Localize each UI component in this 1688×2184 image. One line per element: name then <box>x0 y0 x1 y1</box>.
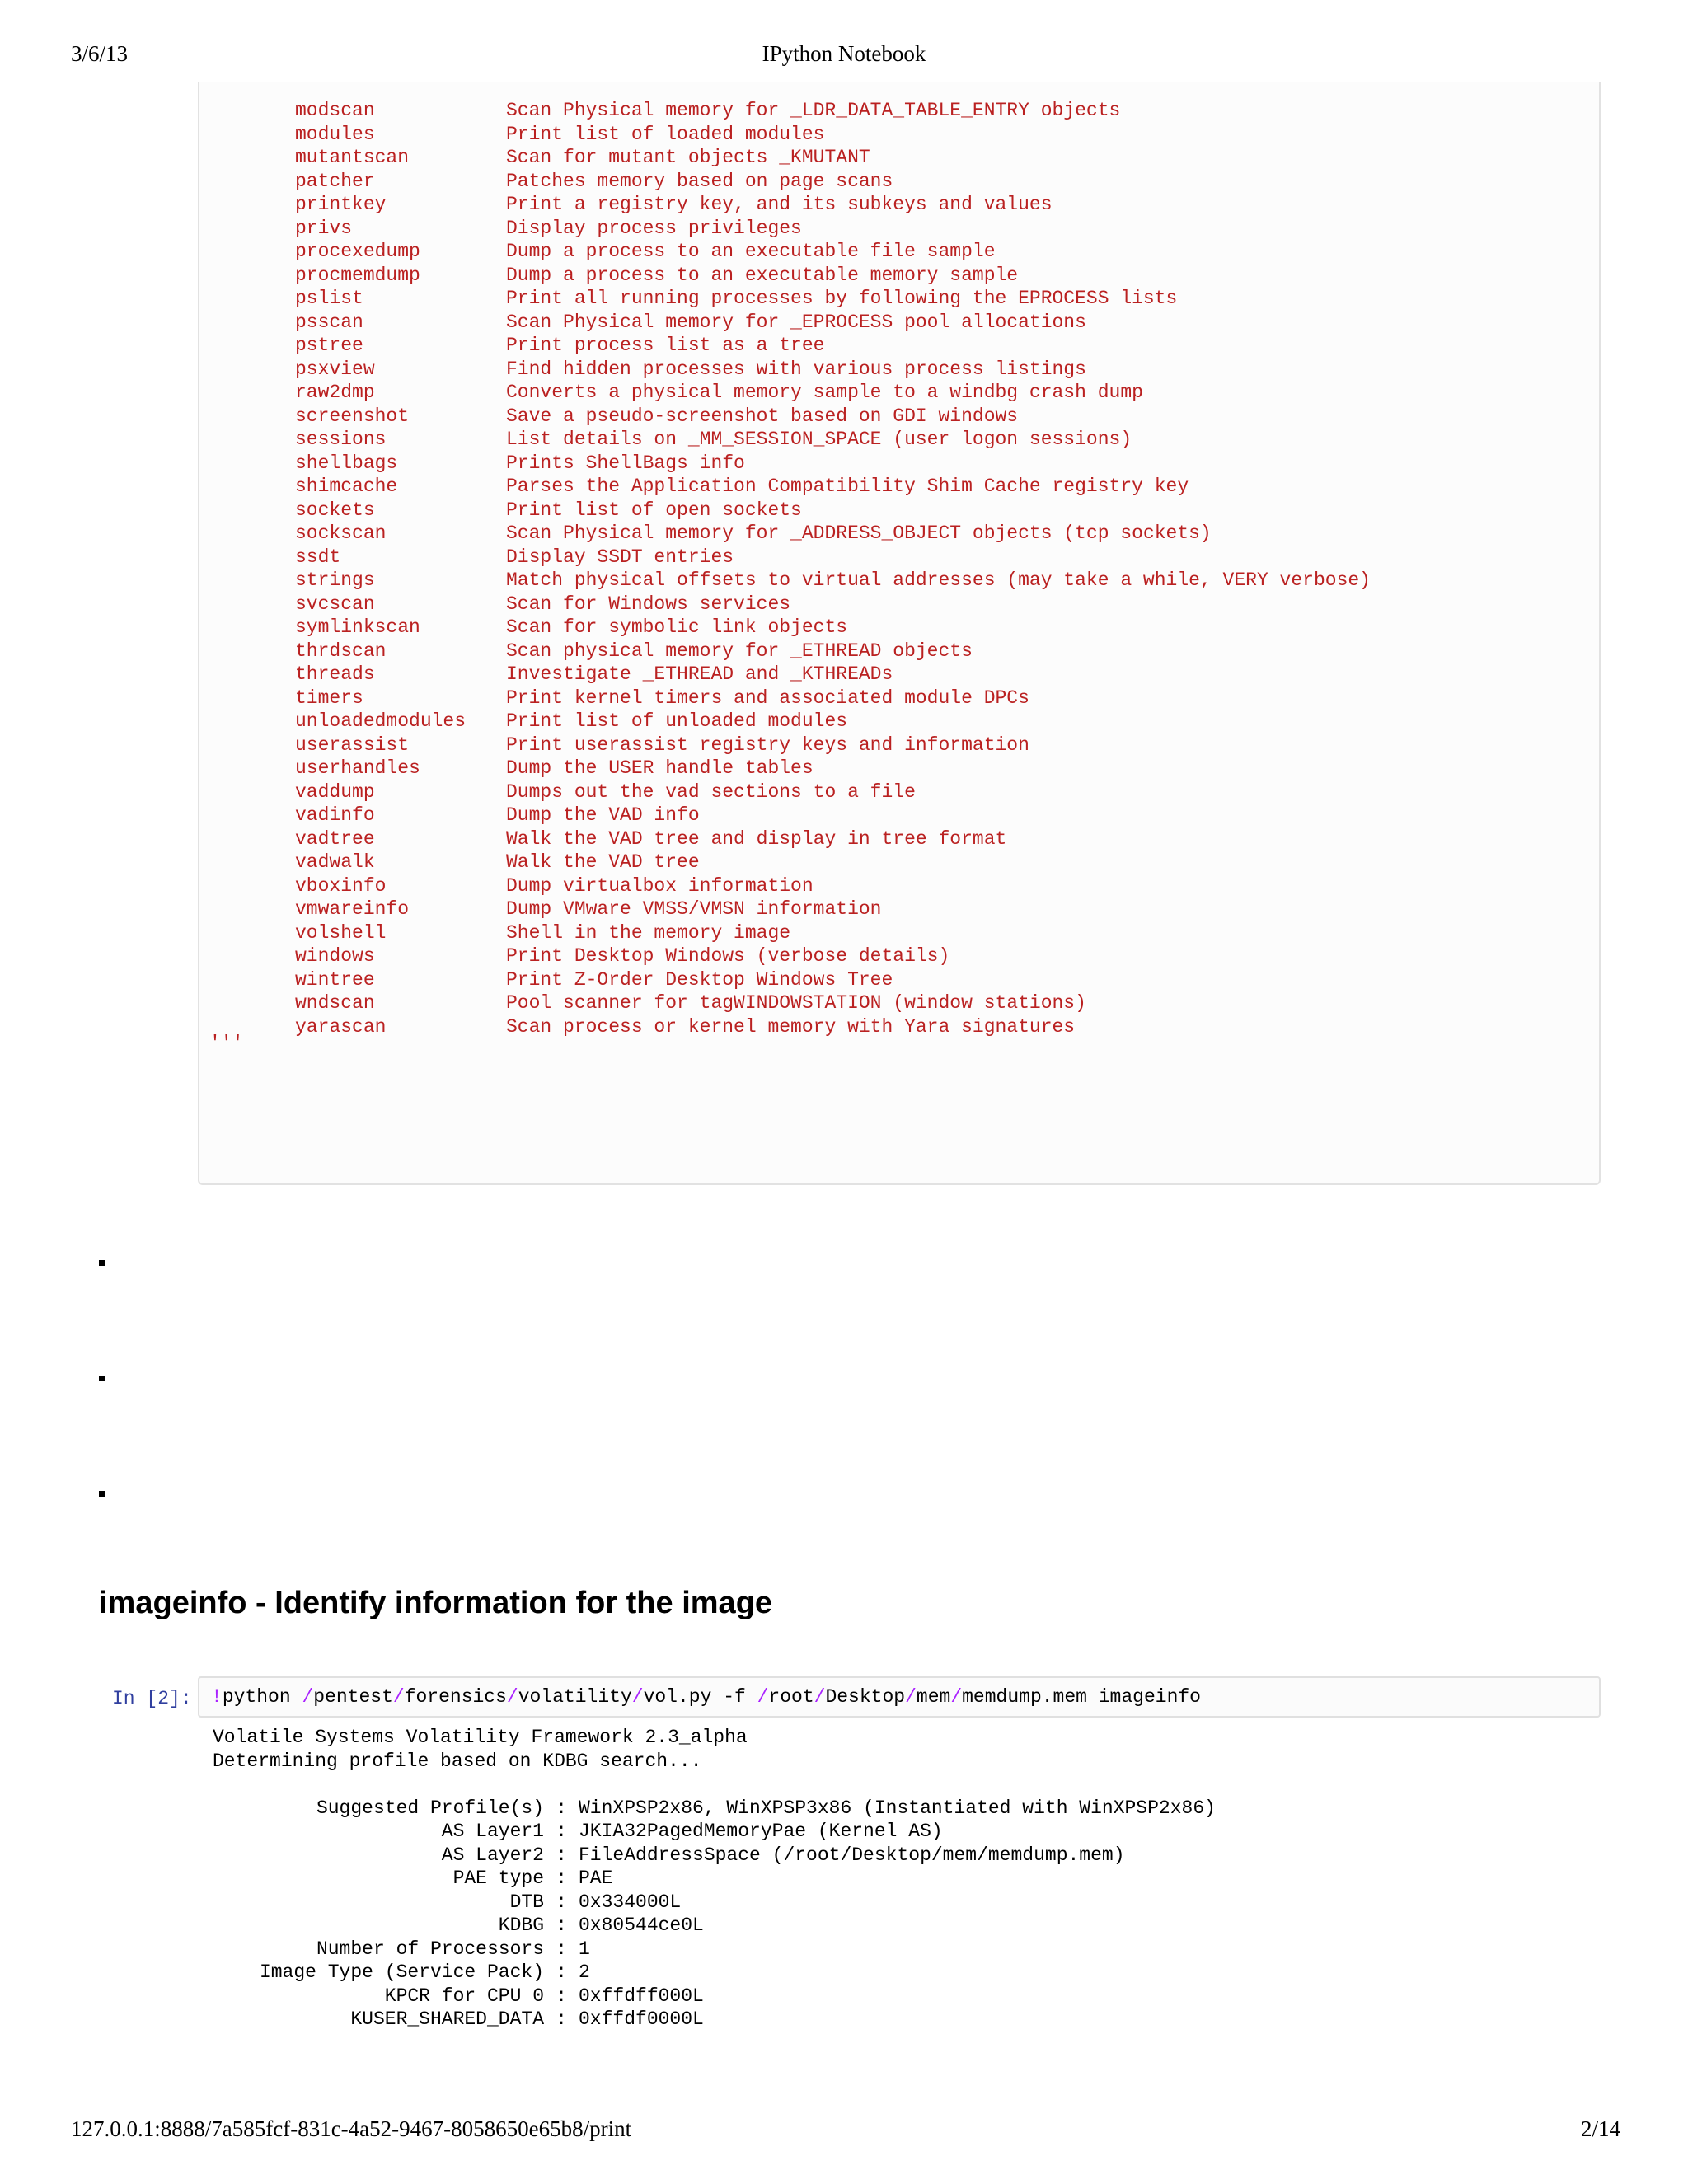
plugin-name: symlinkscan <box>295 616 420 638</box>
plugin-description: Print list of open sockets <box>506 499 802 521</box>
plugin-description: Scan Physical memory for _EPROCESS pool allocations <box>506 311 1086 333</box>
plugin-name: sockscan <box>295 523 387 544</box>
plugin-row <box>295 827 1371 851</box>
plugin-row <box>295 733 1371 757</box>
output-kv-row <box>213 1938 1216 1961</box>
command-segment: vol.py -f <box>643 1686 757 1708</box>
output-blank-line <box>213 1773 1216 1797</box>
output-value: 1 <box>579 1938 590 1960</box>
plugin-description: Dump the VAD info <box>506 804 700 826</box>
plugin-name: wintree <box>295 968 375 991</box>
output-kv-row <box>213 1985 1216 2008</box>
plugin-name: pstree <box>295 335 363 356</box>
path-separator: / <box>392 1686 405 1708</box>
plugin-description: Walk the VAD tree and display in tree format <box>506 827 1007 850</box>
plugin-name: threads <box>295 663 375 685</box>
plugin-description: Walk the VAD tree <box>506 851 700 873</box>
command-segment: memdump.mem imageinfo <box>962 1686 1201 1708</box>
plugin-row <box>295 757 1371 780</box>
plugin-name: thrdscan <box>295 640 387 662</box>
output-value: 0xffdff000L <box>579 1985 704 2007</box>
plugin-row <box>295 287 1371 311</box>
output-separator: : <box>556 2008 567 2030</box>
cell-output <box>213 1726 1216 2032</box>
plugin-name: vadtree <box>295 827 375 850</box>
plugin-description: Shell in the memory image <box>506 921 791 944</box>
output-value: 0xffdf0000L <box>579 2008 704 2030</box>
plugin-row <box>295 334 1371 358</box>
output-line: Volatile Systems Volatility Framework 2.3_alpha <box>213 1727 748 1748</box>
plugin-name: vaddump <box>295 780 375 803</box>
plugin-name: patcher <box>295 170 375 192</box>
plugin-name: sessions <box>295 429 387 450</box>
plugin-row <box>295 851 1371 874</box>
plugin-name: procmemdump <box>295 264 420 286</box>
plugin-name: timers <box>295 687 363 709</box>
path-separator: / <box>950 1686 963 1708</box>
plugin-row <box>295 311 1371 335</box>
plugin-name: shellbags <box>295 452 398 474</box>
plugin-name: sockets <box>295 499 375 521</box>
plugin-name: strings <box>295 569 375 591</box>
command-segment: volatility <box>518 1686 632 1708</box>
plugin-name: privs <box>295 217 353 239</box>
plugin-description: Converts a physical memory sample to a windbg crash dump <box>506 382 1143 403</box>
closing-triple-quote: ''' <box>209 1033 244 1054</box>
list-bullet <box>99 1260 105 1266</box>
plugin-description: Dump virtualbox information <box>506 874 814 897</box>
plugin-description: Scan for Windows services <box>506 593 791 615</box>
output-key: KUSER_SHARED_DATA <box>350 2008 544 2030</box>
plugin-row <box>295 804 1371 827</box>
plugin-description: Scan for mutant objects _KMUTANT <box>506 147 870 168</box>
output-separator: : <box>556 1821 567 1842</box>
output-value: 0x334000L <box>579 1891 682 1913</box>
list-bullet <box>99 1491 105 1497</box>
plugin-row <box>295 452 1371 476</box>
plugin-row <box>295 663 1371 687</box>
page-number: 2/14 <box>1580 2116 1620 2141</box>
input-prompt: In [2]: <box>112 1688 192 1709</box>
output-key: PAE type <box>452 1868 544 1889</box>
print-footer <box>0 2116 1688 2146</box>
output-separator: : <box>556 1938 567 1960</box>
plugin-name: psscan <box>295 311 363 333</box>
plugin-description: Match physical offsets to virtual addresses (may take a while, VERY verbose) <box>506 569 1371 591</box>
plugin-name: printkey <box>295 194 387 215</box>
output-kv-row <box>213 1820 1216 1844</box>
plugin-list <box>295 99 1371 1038</box>
plugin-name: screenshot <box>295 405 410 427</box>
plugin-row <box>295 991 1371 1015</box>
output-separator: : <box>556 1797 567 1819</box>
plugin-name: mutantscan <box>295 147 410 168</box>
plugin-name: procexedump <box>295 241 420 262</box>
plugin-description: Scan Physical memory for _ADDRESS_OBJECT objects (tcp sockets) <box>506 523 1212 544</box>
plugin-description: Display process privileges <box>506 217 802 239</box>
plugin-row <box>295 264 1371 288</box>
output-value: 2 <box>579 1961 590 1983</box>
plugin-row <box>295 710 1371 733</box>
path-separator: / <box>631 1686 644 1708</box>
output-separator: : <box>556 1891 567 1913</box>
output-kv-row <box>213 1961 1216 1985</box>
output-kv-row <box>213 1797 1216 1821</box>
plugin-row <box>295 405 1371 429</box>
plugin-name: userhandles <box>295 757 420 779</box>
plugin-row <box>295 170 1371 194</box>
code-cell-input[interactable] <box>198 1676 1601 1718</box>
path-separator: / <box>302 1686 314 1708</box>
plugin-row <box>295 546 1371 569</box>
plugin-description: Dumps out the vad sections to a file <box>506 780 916 803</box>
plugin-row <box>295 381 1371 405</box>
plugin-row <box>295 640 1371 663</box>
output-separator: : <box>556 1985 567 2007</box>
plugin-description: Print list of loaded modules <box>506 123 825 145</box>
output-key: AS Layer1 <box>441 1821 544 1842</box>
plugin-description: Pool scanner for tagWINDOWSTATION (window stations) <box>506 992 1086 1014</box>
plugin-row <box>295 99 1371 123</box>
plugin-row <box>295 921 1371 945</box>
plugin-row <box>295 968 1371 992</box>
plugin-row <box>295 522 1371 546</box>
path-separator: / <box>814 1686 826 1708</box>
plugin-description: Dump VMware VMSS/VMSN information <box>506 898 882 920</box>
plugin-row <box>295 898 1371 921</box>
plugin-description: Display SSDT entries <box>506 546 734 568</box>
plugin-row <box>295 616 1371 640</box>
command-segment: root <box>768 1686 814 1708</box>
plugin-name: unloadedmodules <box>295 710 467 732</box>
plugin-description: Patches memory based on page scans <box>506 170 893 192</box>
plugin-description: Find hidden processes with various process listings <box>506 358 1086 380</box>
output-value: PAE <box>579 1868 613 1889</box>
command-segment: Desktop <box>825 1686 906 1708</box>
command-segment: forensics <box>404 1686 507 1708</box>
output-kv-row <box>213 1891 1216 1915</box>
plugin-description: Scan process or kernel memory with Yara signatures <box>506 1015 1076 1038</box>
print-date: 3/6/13 <box>71 41 129 66</box>
command-segment: pentest <box>313 1686 393 1708</box>
plugin-description: Save a pseudo-screenshot based on GDI windows <box>506 405 1019 427</box>
plugin-row <box>295 146 1371 170</box>
output-separator: : <box>556 1915 567 1936</box>
plugin-row <box>295 499 1371 523</box>
plugin-name: volshell <box>295 921 387 944</box>
output-key: Image Type (Service Pack) <box>259 1961 544 1983</box>
plugin-description: Print all running processes by following the EPROCESS lists <box>506 288 1178 309</box>
plugin-description: Scan physical memory for _ETHREAD objects <box>506 640 973 662</box>
plugin-row <box>295 358 1371 382</box>
plugin-name: userassist <box>295 733 410 756</box>
plugin-row <box>295 687 1371 710</box>
code-input-text[interactable] <box>211 1686 1201 1708</box>
plugin-name: vadinfo <box>295 804 375 826</box>
plugin-description: Print process list as a tree <box>506 335 825 356</box>
plugin-description: Scan for symbolic link objects <box>506 616 848 638</box>
command-segment: mem <box>916 1686 951 1708</box>
plugin-description: List details on _MM_SESSION_SPACE (user logon sessions) <box>506 429 1132 450</box>
plugin-description: Dump the USER handle tables <box>506 757 814 779</box>
plugin-row <box>295 874 1371 898</box>
plugin-description: Dump a process to an executable memory sample <box>506 264 1019 286</box>
output-key: KPCR for CPU 0 <box>384 1985 544 2007</box>
output-line: Determining profile based on KDBG search... <box>213 1750 702 1772</box>
output-key: KDBG <box>498 1915 544 1936</box>
plugin-description: Dump a process to an executable file sample <box>506 241 996 262</box>
plugin-row <box>295 193 1371 217</box>
print-title: IPython Notebook <box>762 41 926 66</box>
plugin-name: wndscan <box>295 992 375 1014</box>
plugin-row <box>295 123 1371 147</box>
output-value: FileAddressSpace (/root/Desktop/mem/memdump.mem) <box>579 1844 1125 1866</box>
plugin-description: Print Z-Order Desktop Windows Tree <box>506 968 893 991</box>
plugin-description: Investigate _ETHREAD and _KTHREADs <box>506 663 893 685</box>
output-separator: : <box>556 1961 567 1983</box>
plugin-description: Print userassist registry keys and information <box>506 733 1029 756</box>
output-kv-row <box>213 1867 1216 1891</box>
output-value: WinXPSP2x86, WinXPSP3x86 (Instantiated with WinXPSP2x86) <box>579 1797 1216 1819</box>
print-url: 127.0.0.1:8888/7a585fcf-831c-4a52-9467-8058650e65b8/print <box>71 2116 632 2141</box>
plugin-description: Print Desktop Windows (verbose details) <box>506 945 950 967</box>
plugin-row <box>295 569 1371 593</box>
plugin-name: pslist <box>295 288 363 309</box>
plugin-row <box>295 428 1371 452</box>
plugin-row <box>295 217 1371 241</box>
plugin-name: yarascan <box>295 1015 387 1038</box>
plugin-name: vmwareinfo <box>295 898 410 920</box>
output-separator: : <box>556 1844 567 1866</box>
plugin-description: Print a registry key, and its subkeys and values <box>506 194 1053 215</box>
plugin-row <box>295 593 1371 616</box>
print-header <box>0 41 1688 71</box>
output-value: JKIA32PagedMemoryPae (Kernel AS) <box>579 1821 943 1842</box>
plugin-row <box>295 1015 1371 1039</box>
plugin-name: ssdt <box>295 546 341 568</box>
plugin-name: vboxinfo <box>295 874 387 897</box>
plugin-description: Print list of unloaded modules <box>506 710 848 732</box>
plugin-name: shimcache <box>295 476 398 497</box>
command-segment: python <box>222 1686 302 1708</box>
plugin-name: windows <box>295 945 375 967</box>
plugin-name: vadwalk <box>295 851 375 873</box>
output-key: AS Layer2 <box>441 1844 544 1866</box>
plugin-description: Scan Physical memory for _LDR_DATA_TABLE_ENTRY objects <box>506 100 1121 121</box>
output-value: 0x80544ce0L <box>579 1915 704 1936</box>
plugin-row <box>295 780 1371 804</box>
section-heading: imageinfo - Identify information for the image <box>99 1586 773 1620</box>
list-bullet <box>99 1376 105 1381</box>
plugin-row <box>295 944 1371 968</box>
output-key: Suggested Profile(s) <box>316 1797 544 1819</box>
path-separator: / <box>757 1686 769 1708</box>
output-key: Number of Processors <box>316 1938 544 1960</box>
output-key: DTB <box>509 1891 544 1913</box>
shell-escape: ! <box>211 1686 223 1708</box>
path-separator: / <box>905 1686 917 1708</box>
plugin-name: modules <box>295 123 375 145</box>
plugin-description: Prints ShellBags info <box>506 452 745 474</box>
output-kv-row <box>213 1844 1216 1868</box>
plugin-description: Print kernel timers and associated module DPCs <box>506 687 1029 709</box>
plugin-description: Parses the Application Compatibility Shim Cache registry key <box>506 476 1189 497</box>
plugin-name: modscan <box>295 100 375 121</box>
output-kv-row <box>213 1914 1216 1938</box>
plugin-row <box>295 475 1371 499</box>
path-separator: / <box>506 1686 518 1708</box>
plugin-name: psxview <box>295 358 375 380</box>
output-kv-row <box>213 2008 1216 2032</box>
plugin-row <box>295 240 1371 264</box>
output-separator: : <box>556 1868 567 1889</box>
plugin-name: svcscan <box>295 593 375 615</box>
plugin-name: raw2dmp <box>295 382 375 403</box>
